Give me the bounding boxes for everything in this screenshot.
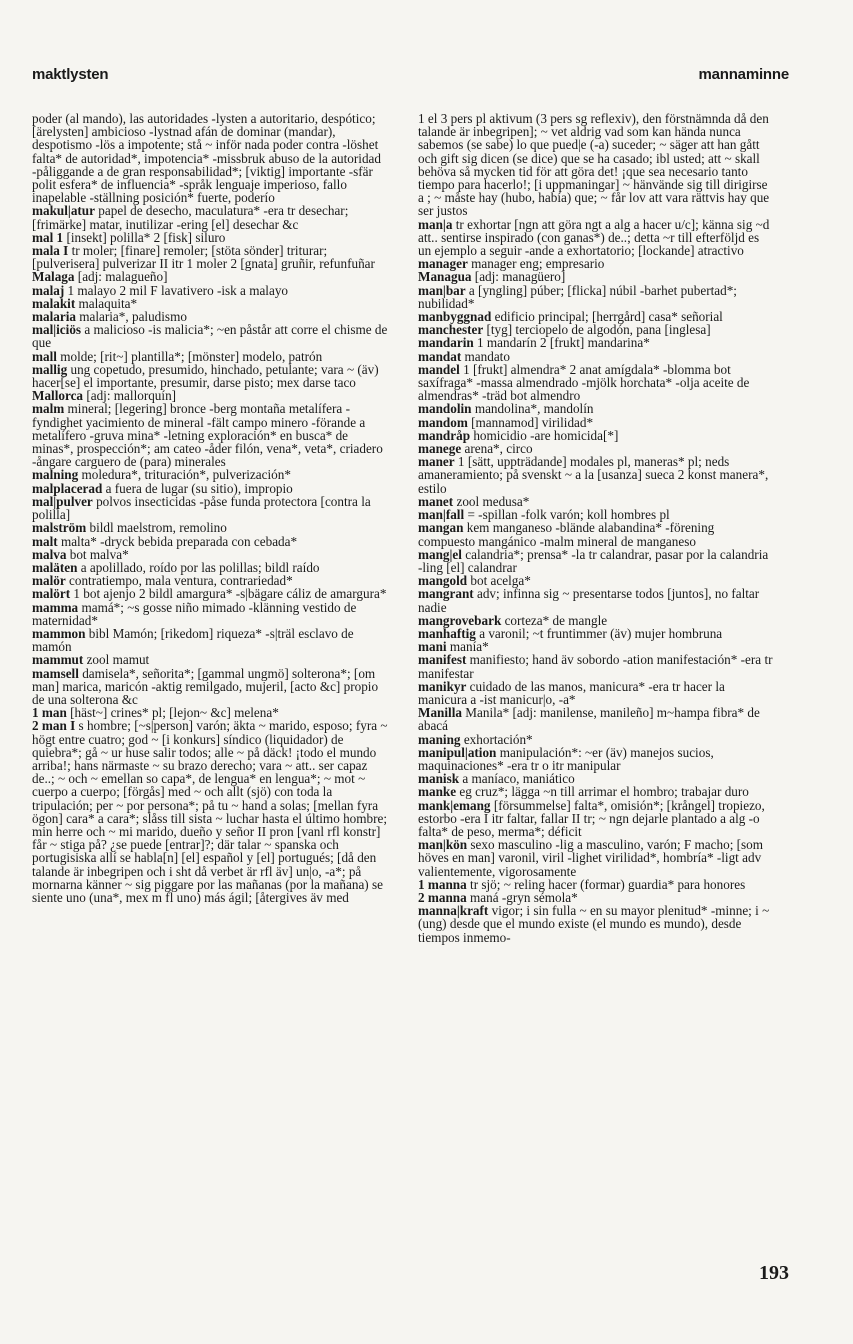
entry-headword: man|a bbox=[418, 216, 453, 232]
entry-headword: man|bar bbox=[418, 282, 466, 298]
entry-headword: mal|pulver bbox=[32, 493, 93, 509]
entry-definition: edificio principal; [herrgård] casa* señorial bbox=[494, 309, 723, 325]
entry-definition: 1 [sätt, uppträdande] modales pl, maneras* pl; neds amaneramiento; på svenskt ~ a la [usanza] sueca 2 konst manera*, estilo bbox=[418, 454, 769, 496]
entry-definition: bot acelga* bbox=[470, 573, 531, 589]
right-guide-word: mannaminne bbox=[698, 66, 789, 83]
entry-definition: zool mamut bbox=[86, 652, 150, 668]
entry-headword: maning bbox=[418, 731, 461, 747]
page-number: 193 bbox=[759, 1262, 789, 1284]
entry-headword: mandat bbox=[418, 348, 462, 364]
entry-headword: mamma bbox=[32, 599, 79, 615]
entry-headword: manager bbox=[418, 256, 468, 272]
entry-headword: mangrant bbox=[418, 586, 474, 602]
entry-headword: mangrovebark bbox=[418, 612, 502, 628]
entry-headword: manifest bbox=[418, 652, 467, 668]
entry-definition: [häst~] crines* pl; [lejon~ &c] melena* bbox=[70, 705, 279, 721]
entry-definition: malaria*, paludismo bbox=[79, 309, 187, 325]
entry-headword: Managua bbox=[418, 269, 472, 285]
entry-definition: bibl Mamón; [rikedom] riqueza* -s|träl esclavo de mamón bbox=[32, 625, 354, 655]
dictionary-entry bbox=[32, 627, 388, 653]
entry-definition: mandolina*, mandolín bbox=[474, 401, 594, 417]
entry-headword: malt bbox=[32, 533, 58, 549]
entry-headword: mala I bbox=[32, 243, 69, 259]
entry-definition: [insekt] polilla* 2 [fisk] siluro bbox=[66, 229, 226, 245]
entry-headword: mammon bbox=[32, 625, 86, 641]
entry-headword: mangan bbox=[418, 520, 464, 536]
entry-definition: [adj: malagueño] bbox=[77, 269, 168, 285]
entry-definition: exhortación* bbox=[463, 731, 533, 747]
dictionary-entry bbox=[32, 363, 388, 389]
entry-definition: sexo masculino -lig a masculino, varón; F macho; [som höves en man] varonil, viril -lighet virilidad*, hombría* -ligt adv valientemente, vigorosamente bbox=[418, 837, 764, 879]
dictionary-entry bbox=[32, 323, 388, 349]
dictionary-entry bbox=[418, 706, 774, 732]
entry-definition: kem manganeso -blände alabandina* -förening compuesto mangánico -malm mineral de manganeso bbox=[418, 520, 715, 549]
entry-definition: moledura*, trituración*, pulverización* bbox=[81, 467, 291, 483]
dictionary-entry bbox=[418, 838, 774, 878]
entry-definition: manifiesto; hand äv sobordo -ation manifestación* -era tr manifestar bbox=[418, 652, 773, 681]
dictionary-entry bbox=[418, 746, 774, 772]
entry-definition: a maníaco, maniático bbox=[462, 771, 575, 787]
entry-headword: manke bbox=[418, 784, 457, 800]
entry-definition: 1 el 3 pers pl aktivum (3 pers sg reflexiv), den förstnämnda då den talande är inbegripen]; ~ vet aldrig vad som kan hända nunca sabemos (se sabe) lo que pued|e (-a) suceder; ~ säger att han gått och gift sig dicen (se dice) que se ha casado; ibl usted; att ~ skall behöva så mycken tid för att göra det! ¡que sea necesario tanto tiempo para hacerlo!; [i uppmaningar] ~ hänvände sig till dirigirse a ; ~ måste hay (hubo, había) que; ~ får lov att vara rättvis hay que ser justos bbox=[418, 111, 770, 219]
entry-definition: = -spillan -folk varón; koll hombres pl bbox=[467, 507, 670, 523]
dictionary-entry bbox=[32, 204, 388, 230]
entry-definition: 1 mandarín 2 [frukt] mandarina* bbox=[477, 335, 650, 351]
entry-headword: 1 manna bbox=[418, 876, 467, 892]
entry-headword: manbyggnad bbox=[418, 309, 492, 325]
entry-definition: homicidio -are homicida[*] bbox=[473, 427, 619, 443]
right-column bbox=[418, 112, 774, 944]
entry-headword: 2 manna bbox=[418, 889, 467, 905]
entry-definition: mandato bbox=[464, 348, 510, 364]
entry-definition: arena*, circo bbox=[464, 441, 533, 457]
entry-definition: [adj: mallorquín] bbox=[86, 388, 177, 404]
entry-definition: tr moler; [finare] remoler; [stöta sönder] triturar; [pulverisera] pulverizar II itr 1 moler 2 [gnata] gruñir, refunfuñar bbox=[32, 243, 375, 272]
dictionary-entry bbox=[418, 363, 774, 403]
entry-definition: polvos insecticidas -påse funda protectora [contra la polilla] bbox=[32, 493, 371, 523]
entry-definition: manager eng; empresario bbox=[471, 256, 605, 272]
entry-headword: mammut bbox=[32, 652, 84, 668]
entry-headword: mandel bbox=[418, 361, 460, 377]
entry-definition: a varonil; ~t fruntimmer (äv) mujer hombruna bbox=[479, 625, 723, 641]
entry-headword: malakit bbox=[32, 295, 76, 311]
entry-headword: malm bbox=[32, 401, 65, 417]
dictionary-entry bbox=[32, 495, 388, 521]
entry-headword: manipul|ation bbox=[418, 744, 497, 760]
entry-definition: ung copetudo, presumido, hinchado, petulante; vara ~ (äv) hacer[se] el importante, presumir, darse pisto; mex darse taco bbox=[32, 361, 379, 391]
entry-definition: vigor; i sin fulla ~ en su mayor plenitud* -minne; i ~ (ung) desde que el mundo existe (el mundo es mundo), desde tiempos inmemo- bbox=[418, 903, 770, 945]
entry-headword: man|kön bbox=[418, 837, 468, 853]
entry-headword: manege bbox=[418, 441, 462, 457]
entry-headword: manikyr bbox=[418, 678, 467, 694]
dictionary-entry bbox=[418, 548, 774, 574]
entry-headword: 2 man I bbox=[32, 718, 76, 734]
entry-definition: a malicioso -is malicia*; ~en påstår att corre el chisme de que bbox=[32, 322, 388, 351]
entry-definition: tr sjö; ~ reling hacer (formar) guardia* para honores bbox=[470, 876, 746, 892]
entry-headword: man|fall bbox=[418, 507, 465, 523]
entry-headword: maner bbox=[418, 454, 455, 470]
entry-definition: damisela*, señorita*; [gammal ungmö] solterona*; [om man] marica, maricón -aktig remilgado, mujeril, [acto &c] propio de una solterona &c bbox=[32, 665, 379, 707]
dictionary-entry bbox=[418, 521, 774, 547]
entry-definition: bildl maelstrom, remolino bbox=[89, 520, 227, 536]
entry-headword: malström bbox=[32, 520, 87, 536]
entry-definition: manipulación*: ~er (äv) manejos sucios, maquinaciones* -era tr o itr manipular bbox=[418, 744, 714, 773]
entry-definition: 1 bot ajenjo 2 bildl amargura* -s|bägare cáliz de amargura* bbox=[73, 586, 387, 602]
entry-definition: 1 malayo 2 mil F lavativero -isk a malayo bbox=[67, 282, 289, 298]
dictionary-entry bbox=[418, 680, 774, 706]
entry-headword: mal|iciös bbox=[32, 322, 82, 338]
entry-headword: Mallorca bbox=[32, 388, 84, 404]
entry-definition: cuidado de las manos, manicura* -era tr hacer la manicura a -ist manicur|o, -a* bbox=[418, 678, 725, 707]
dictionary-entry bbox=[418, 218, 774, 258]
entry-definition: a apolillado, roído por las polillas; bildl raído bbox=[80, 559, 320, 575]
entry-headword: Malaga bbox=[32, 269, 75, 285]
entry-headword: makul|atur bbox=[32, 203, 95, 219]
entry-definition: [försummelse] falta*, omisión*; [krångel] tropiezo, estorbo -era I itr faltar, fallar II tr; ~ ngn dejarle plantado a alg -o falta* de peso, merma*; déficit bbox=[418, 797, 765, 839]
entry-definition: adv; infinna sig ~ presentarse todos [juntos], no faltar nadie bbox=[418, 586, 760, 615]
entry-definition: eg cruz*; lägga ~n till arrimar el hombro; trabajar duro bbox=[459, 784, 749, 800]
entry-headword: mangold bbox=[418, 573, 468, 589]
entry-definition: poder (al mando), las autoridades -lysten a autoritario, despótico; [ärelysten] ambicioso -lystnad afán de dominar (mandar), despotismo -lös a impotente; stå ~ inför nada poder contra -löshet falta* de autoridad*, impotencia* -missbruk abuso de la autoridad -påliggande a de gran responsabilidad*; [viktig] importante -sfär polit esfera* de influencia* -språk lenguaje imperioso, fallo inapelable -ställning posición* fuerte, poderío bbox=[32, 111, 381, 206]
entry-definition: corteza* de mangle bbox=[504, 612, 608, 628]
entry-headword: mank|emang bbox=[418, 797, 491, 813]
entry-definition: molde; [rit~] plantilla*; [mönster] modelo, patrón bbox=[60, 348, 323, 364]
entry-headword: 1 man bbox=[32, 705, 67, 721]
dictionary-entry bbox=[418, 904, 774, 944]
entry-definition: a [yngling] púber; [flicka] núbil -barhet pubertad*; nubilidad* bbox=[418, 282, 737, 311]
entry-definition: calandria*; prensa* -la tr calandrar, pasar por la calandria -ling [el] calandrar bbox=[418, 546, 769, 575]
dictionary-entry bbox=[32, 719, 388, 904]
entry-headword: manet bbox=[418, 493, 454, 509]
entry-headword: malör bbox=[32, 573, 66, 589]
dictionary-entry bbox=[32, 402, 388, 468]
entry-definition: [mannamod] virilidad* bbox=[471, 414, 594, 430]
entry-definition: manía* bbox=[449, 639, 489, 655]
entry-headword: mal 1 bbox=[32, 229, 64, 245]
entry-headword: malaria bbox=[32, 309, 76, 325]
entry-headword: malva bbox=[32, 546, 67, 562]
entry-definition: papel de desecho, maculatura* -era tr desechar; [frimärke] matar, inutilizar -ering [el] desechar &c bbox=[32, 203, 349, 232]
left-column bbox=[32, 112, 388, 904]
entry-headword: malplacerad bbox=[32, 480, 103, 496]
dictionary-entry bbox=[32, 244, 388, 270]
entry-headword: malning bbox=[32, 467, 79, 483]
dictionary-entry bbox=[418, 799, 774, 839]
entry-definition: zool medusa* bbox=[456, 493, 530, 509]
dictionary-entry bbox=[32, 112, 388, 204]
entry-headword: manhaftig bbox=[418, 625, 476, 641]
entry-definition: tr exhortar [ngn att göra ngt a alg a hacer u/c]; känna sig ~d att.. sentirse inspirado (con ganas*) de..; detta ~r till efterföljd es un ejemplo a seguir -ande a exhortatorio; [lockande] atractivo bbox=[418, 216, 770, 259]
entry-definition: s hombre; [~s|person] varón; äkta ~ marido, esposo; fyra ~ högt entre cuatro; god ~ [i konkurs] síndico (liquidador) de quiebra*; gå ~ ur huse salir todos; alle ~ på däck! ¡todo el mundo arriba!; hans närmaste ~ su brazo derecho; vara ~ att.. ser capaz de..; ~ och ~ emellan so capa*, de lengua* en lengua*; ~ mot ~ cuerpo a cuerpo; [förgås] med ~ och allt (sjö) con toda la tripulación; per ~ por persona*; på tu ~ hand a solas; [mellan fyra ögon] cara* a cara*; slåss till sista ~ luchar hasta el último hombre; min herre och ~ mi marido, dueño y señor II pron [vanl rfl konstr] får ~ stiga på? ¿se puede [entrar]?; där talar ~ spanska och portugisiska allí se habla[n] [el] español y [el] portugués; [då den talande är inbegripen och i sht då verbet är rfl äv] un|o, -a*; på mornarna känner ~ sig piggare por las mañanas (por la mañana) se siente uno (una*, mex m fl uno) más ágil; [återgives äv med bbox=[32, 718, 388, 905]
entry-headword: mang|el bbox=[418, 546, 462, 562]
entry-definition: maná -gryn sémola* bbox=[470, 889, 578, 905]
entry-definition: 1 [frukt] almendra* 2 anat amígdala* -blomma bot saxífraga* -massa almendrado -mjölk horchata* -olja aceite de almendras* -träd bot almendro bbox=[418, 361, 750, 404]
entry-definition: bot malva* bbox=[69, 546, 129, 562]
dictionary-entry bbox=[418, 284, 774, 310]
entry-headword: manisk bbox=[418, 771, 460, 787]
dictionary-entry bbox=[418, 455, 774, 495]
entry-headword: malört bbox=[32, 586, 71, 602]
dictionary-entry bbox=[32, 667, 388, 707]
entry-definition: contratiempo, mala ventura, contrariedad* bbox=[69, 573, 293, 589]
entry-headword: mamsell bbox=[32, 665, 79, 681]
entry-definition: malta* -dryck bebida preparada con cebada* bbox=[60, 533, 298, 549]
entry-headword: mandolin bbox=[418, 401, 472, 417]
left-guide-word: maktlysten bbox=[32, 66, 109, 83]
entry-headword: mandarin bbox=[418, 335, 474, 351]
entry-definition: Manila* [adj: manilense, manileño] m~hampa fibra* de abacá bbox=[418, 705, 760, 734]
entry-headword: mandom bbox=[418, 414, 468, 430]
entry-headword: mandråp bbox=[418, 427, 471, 443]
entry-definition: mineral; [legering] bronce -berg montaña metalífera -fyndighet yacimiento de mineral -fält campo minero -förande a metalífero -gruva mina* -letning exploración* en busca* de minas*, prospección*; am cateo -åder filón, vena*, veta*, criadero -ångare carguero de (para) minerales bbox=[32, 401, 383, 470]
entry-definition: malaquita* bbox=[78, 295, 138, 311]
entry-definition: [adj: managüero] bbox=[474, 269, 566, 285]
entry-headword: manchester bbox=[418, 322, 484, 338]
entry-definition: mamá*; ~s gosse niño mimado -klänning vestido de maternidad* bbox=[32, 599, 357, 628]
entry-headword: mallig bbox=[32, 361, 68, 377]
entry-headword: mall bbox=[32, 348, 57, 364]
dictionary-entry bbox=[418, 653, 774, 679]
entry-headword: manna|kraft bbox=[418, 903, 489, 919]
entry-headword: malaj bbox=[32, 282, 65, 298]
entry-headword: maläten bbox=[32, 559, 78, 575]
dictionary-entry bbox=[418, 112, 774, 218]
dictionary-entry bbox=[32, 601, 388, 627]
entry-definition: [tyg] terciopelo de algodón, pana [inglesa] bbox=[486, 322, 711, 338]
entry-definition: a fuera de lugar (su sitio), impropio bbox=[105, 480, 293, 496]
dictionary-entry bbox=[418, 587, 774, 613]
entry-headword: Manilla bbox=[418, 705, 462, 721]
entry-headword: mani bbox=[418, 639, 447, 655]
